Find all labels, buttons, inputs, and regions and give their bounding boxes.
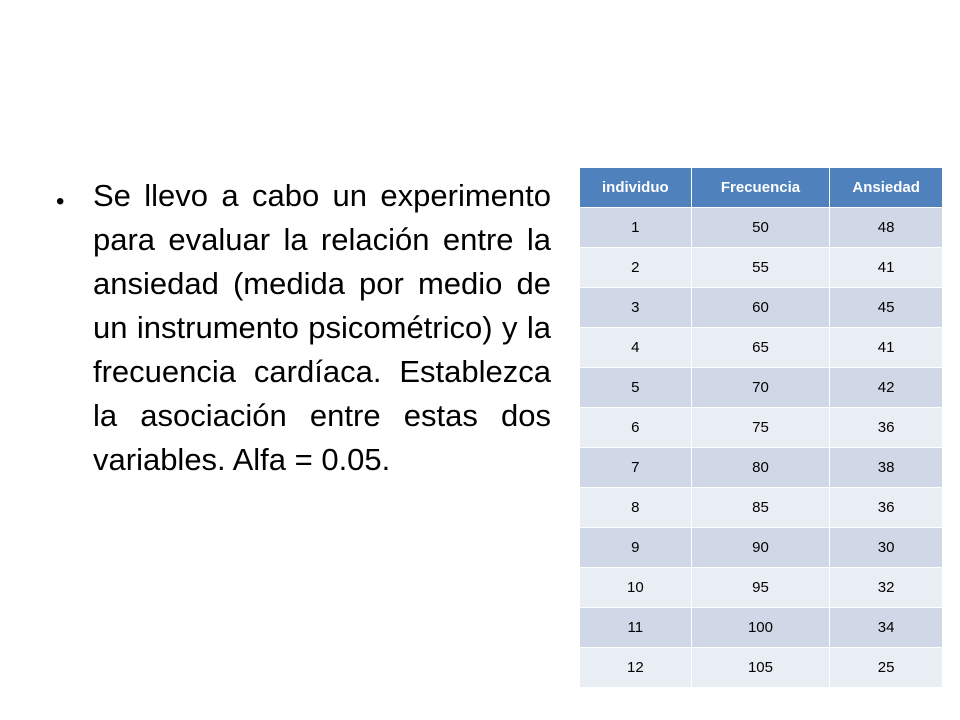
cell-individuo: 2 (580, 248, 692, 288)
cell-individuo: 4 (580, 328, 692, 368)
cell-ansiedad: 30 (830, 528, 943, 568)
cell-ansiedad: 41 (830, 248, 943, 288)
cell-ansiedad: 45 (830, 288, 943, 328)
cell-frecuencia: 55 (691, 248, 830, 288)
cell-individuo: 1 (580, 208, 692, 248)
table-row (580, 608, 943, 648)
table-row (580, 408, 943, 448)
cell-ansiedad: 42 (830, 368, 943, 408)
bullet-item (56, 174, 551, 482)
table-row (580, 488, 943, 528)
cell-ansiedad: 36 (830, 408, 943, 448)
cell-ansiedad: 32 (830, 568, 943, 608)
cell-frecuencia: 60 (691, 288, 830, 328)
data-table (579, 167, 943, 688)
cell-ansiedad: 36 (830, 488, 943, 528)
cell-frecuencia: 75 (691, 408, 830, 448)
cell-individuo: 10 (580, 568, 692, 608)
table-row (580, 328, 943, 368)
cell-frecuencia: 85 (691, 488, 830, 528)
cell-individuo: 9 (580, 528, 692, 568)
table-body (580, 208, 943, 688)
cell-individuo: 11 (580, 608, 692, 648)
cell-ansiedad: 41 (830, 328, 943, 368)
header-individuo: individuo (580, 168, 692, 208)
bullet-dot-icon: • (56, 188, 65, 215)
cell-frecuencia: 70 (691, 368, 830, 408)
cell-frecuencia: 105 (691, 648, 830, 688)
cell-frecuencia: 80 (691, 448, 830, 488)
cell-frecuencia: 90 (691, 528, 830, 568)
table-row (580, 448, 943, 488)
cell-individuo: 5 (580, 368, 692, 408)
cell-individuo: 7 (580, 448, 692, 488)
cell-ansiedad: 38 (830, 448, 943, 488)
cell-ansiedad: 34 (830, 608, 943, 648)
cell-ansiedad: 25 (830, 648, 943, 688)
header-ansiedad: Ansiedad (830, 168, 943, 208)
bullet-text: Se llevo a cabo un experimento para evaluar la relación entre la ansiedad (medida por medio de un instrumento psicométrico) y la frecuencia cardíaca. Establezca la asociación entre estas dos variables. Alfa = 0.05. (93, 178, 551, 477)
table-header-row (580, 168, 943, 208)
table-row (580, 648, 943, 688)
header-frecuencia: Frecuencia (691, 168, 830, 208)
table-row (580, 208, 943, 248)
cell-frecuencia: 65 (691, 328, 830, 368)
cell-individuo: 12 (580, 648, 692, 688)
cell-individuo: 8 (580, 488, 692, 528)
cell-frecuencia: 95 (691, 568, 830, 608)
table-row (580, 568, 943, 608)
table-row (580, 528, 943, 568)
table-row (580, 368, 943, 408)
cell-individuo: 6 (580, 408, 692, 448)
cell-ansiedad: 48 (830, 208, 943, 248)
cell-frecuencia: 100 (691, 608, 830, 648)
cell-individuo: 3 (580, 288, 692, 328)
table-row (580, 288, 943, 328)
cell-frecuencia: 50 (691, 208, 830, 248)
table-row (580, 248, 943, 288)
